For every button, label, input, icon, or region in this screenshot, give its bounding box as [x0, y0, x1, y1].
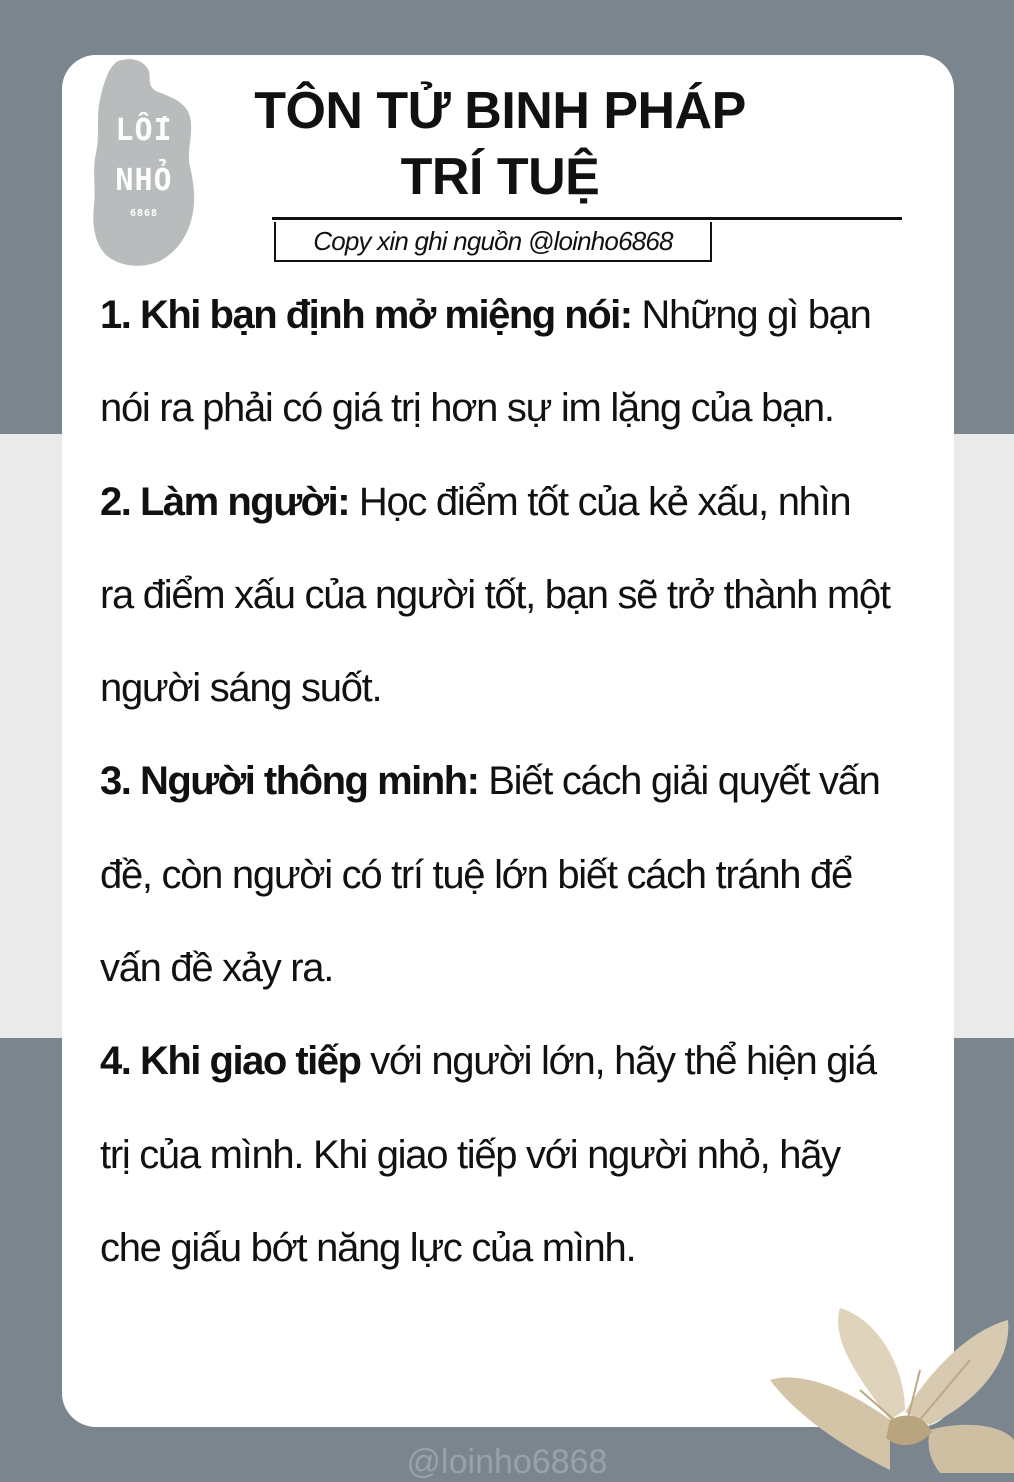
logo-line-3: 6868	[129, 208, 159, 219]
item-heading: 2. Làm người:	[100, 479, 350, 524]
brand-logo	[90, 55, 198, 270]
item-heading: 1. Khi bạn định mở miệng nói:	[100, 293, 632, 337]
logo-line-1: LỐI	[115, 113, 173, 148]
item-heading: 4. Khi giao tiếp	[100, 1039, 361, 1084]
title-divider	[272, 217, 902, 220]
list-item	[100, 269, 890, 456]
source-note-box	[274, 222, 712, 262]
logo-line-2: NHỎ	[115, 163, 173, 198]
list-item	[100, 1015, 890, 1295]
list-item	[100, 456, 890, 736]
title-line-2: TRÍ TUỆ	[400, 148, 600, 206]
source-note: Copy xin ghi nguồn @loinho6868	[313, 225, 673, 256]
list-item	[100, 735, 890, 1015]
item-text: Những gì bạn nói ra phải có giá trị hơn sự im lặng của bạn.	[100, 293, 871, 431]
item-heading: 3. Người thông minh:	[100, 759, 479, 804]
wisdom-list	[100, 269, 890, 1295]
dried-flower-icon	[740, 1300, 1014, 1473]
footer-handle: @loinho6868	[406, 1443, 608, 1481]
item-text: Biết cách giải quyết vấn đề, còn người có trí tuệ lớn biết cách tránh để vấn đề xảy ra.	[100, 759, 880, 991]
title-line-1: TÔN TỬ BINH PHÁP	[254, 82, 746, 140]
item-text: Học điểm tốt của kẻ xấu, nhìn ra điểm xấu của người tốt, bạn sẽ trở thành một người sáng suốt.	[100, 479, 890, 711]
item-text: với người lớn, hãy thể hiện giá trị của mình. Khi giao tiếp với người nhỏ, hãy che giấu bớt năng lực của mình.	[100, 1039, 876, 1270]
